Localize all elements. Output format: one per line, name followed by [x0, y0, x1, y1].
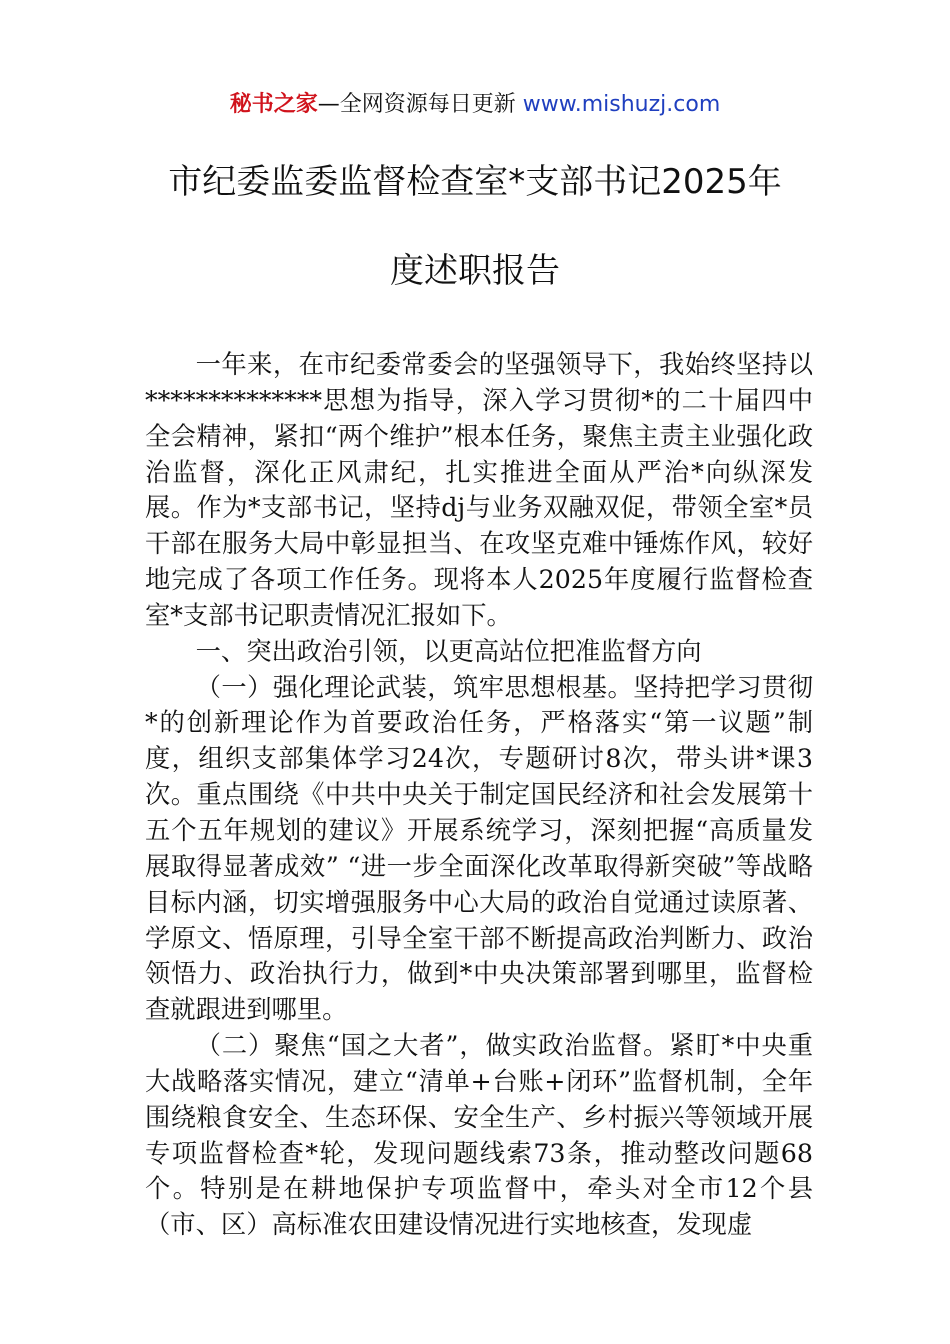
- document-title: [0, 160, 950, 338]
- paragraph-intro: 一年来，在市纪委常委会的坚强领导下，我始终坚持以**************思想为指导，深入学习贯彻*的二十届四中全会精神，紧扣“两个维护”根本任务，聚焦主责主业强化政治监督，深化正风肃纪，扎实推进全面从严治*向纵深发展。作为*支部书记，坚持dj与业务双融双促，带领全室*员干部在服务大局中彰显担当、在攻坚克难中锤炼作风，较好地完成了各项工作任务。现将本人2025年度履行监督检查室*支部书记职责情况汇报如下。: [145, 350, 813, 630]
- title-line-1: 市纪委监委监督检查室*支部书记2025年: [168, 162, 782, 202]
- document-body: [145, 347, 813, 1243]
- site-url-link[interactable]: www.mishuzj.com: [522, 92, 721, 117]
- section-heading-1: 一、突出政治引领，以更高站位把准监督方向: [195, 636, 702, 666]
- header-tagline: —全网资源每日更新: [317, 92, 516, 117]
- brand-name: 秘书之家: [229, 92, 318, 117]
- paragraph-theory: （一）强化理论武装，筑牢思想根基。坚持把学习贯彻*的创新理论作为首要政治任务，严格落实“第一议题”制度，组织支部集体学习24次，专题研讨8次，带头讲*课3次。重点围绕《中共中央关于制定国民经济和社会发展第十五个五年规划的建议》开展系统学习，深刻把握“高质量发展取得显著成效” “进一步全面深化改革取得新突破”等战略目标内涵，切实增强服务中心大局的政治自觉通过读原著、学原文、悟原理，引导全室干部不断提高政治判断力、政治领悟力、政治执行力，做到*中央决策部署到哪里，监督检查就跟进到哪里。: [145, 672, 813, 1025]
- title-line-2: 度述职报告: [390, 251, 560, 291]
- site-header: [0, 88, 950, 122]
- paragraph-supervision: （二）聚焦“国之大者”，做实政治监督。紧盯*中央重大战略落实情况，建立“清单+台账+闭环”监督机制，全年围绕粮食安全、生态环保、安全生产、乡村振兴等领域开展专项监督检查*轮，发现问题线索73条，推动整改问题68个。特别是在耕地保护专项监督中，牵头对全市12个县（市、区）高标准农田建设情况进行实地核查，发现虚: [145, 1031, 813, 1240]
